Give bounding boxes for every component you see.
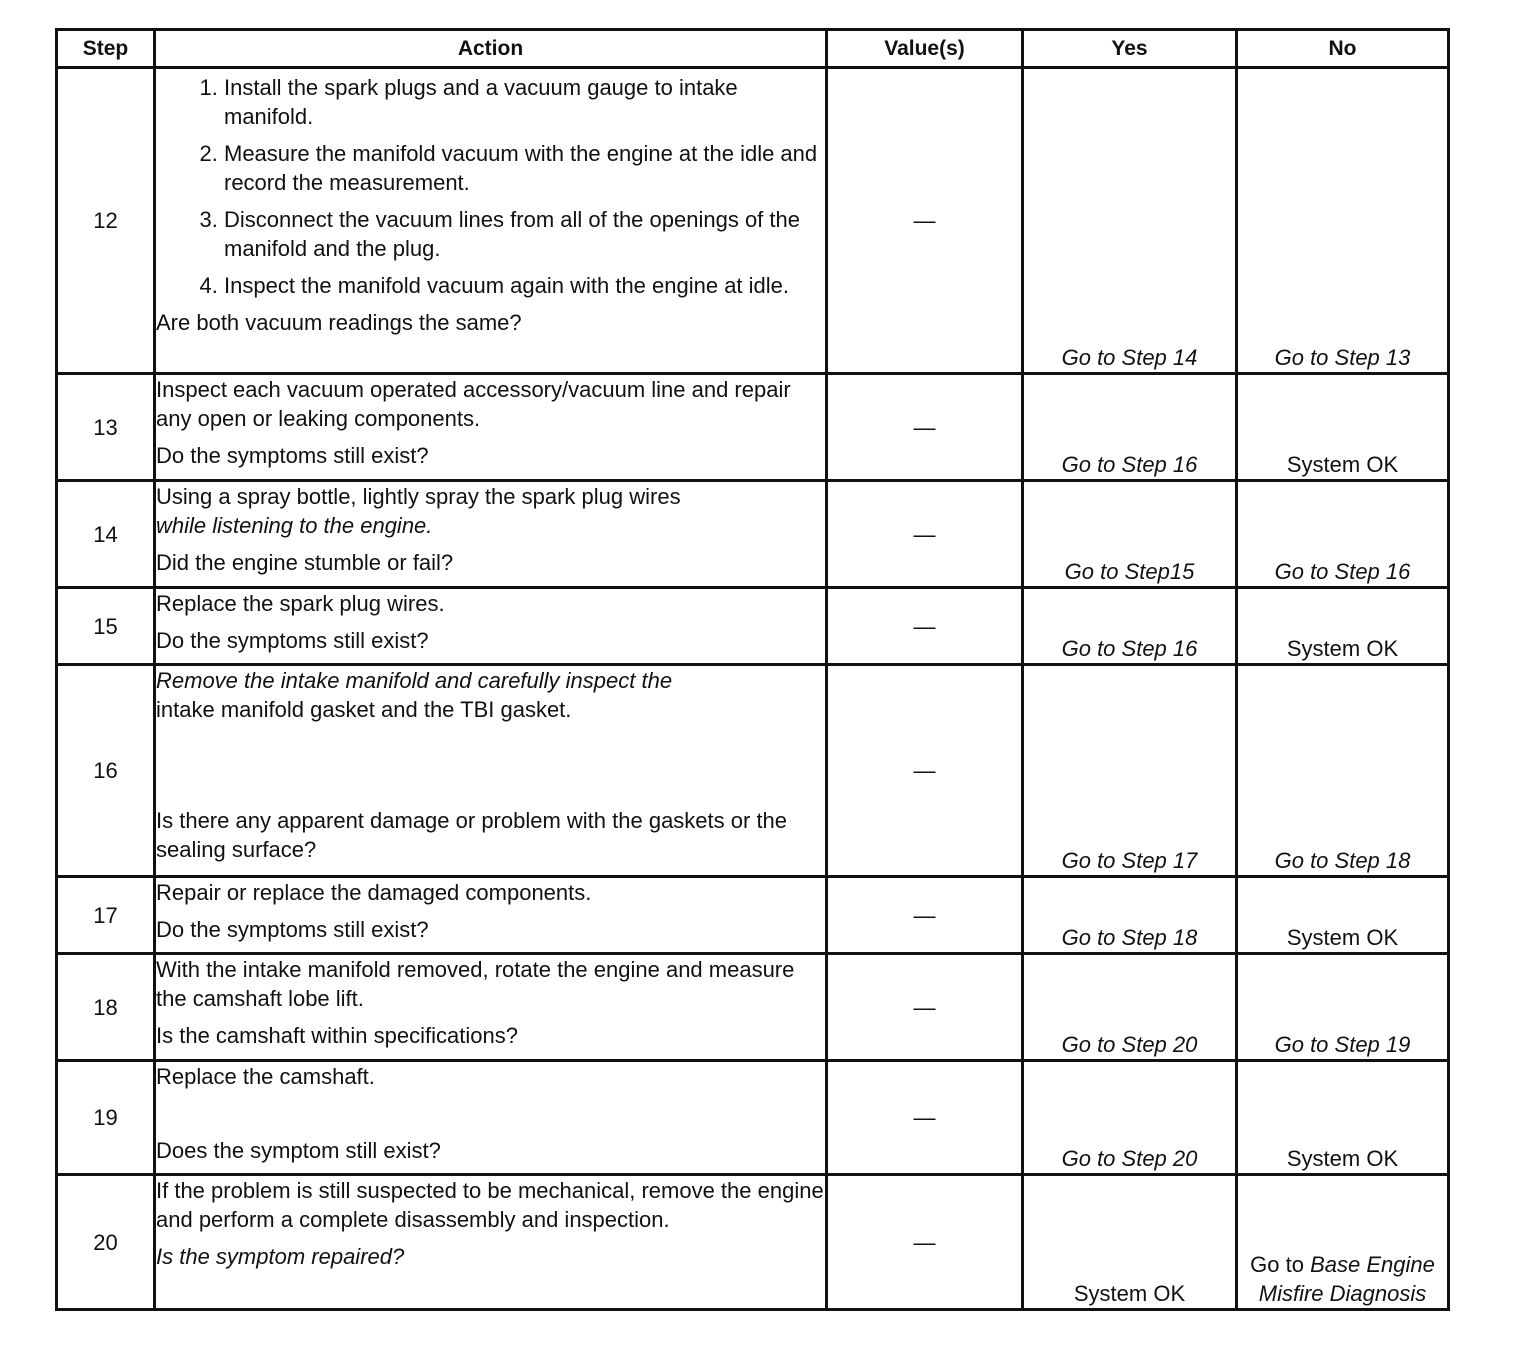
header-values: Value(s): [827, 30, 1023, 68]
table-row: [57, 665, 1449, 877]
no-cell-prefix: Go to: [1250, 1252, 1304, 1277]
yes-cell: Go to Step15: [1023, 481, 1237, 588]
action-text: intake manifold gasket and the TBI gasket.: [156, 697, 572, 722]
action-text: If the problem is still suspected to be mechanical, remove the engine and perform a complete disassembly and inspection.: [156, 1178, 824, 1232]
action-question: Are both vacuum readings the same?: [156, 310, 522, 335]
action-question: Did the engine stumble or fail?: [156, 550, 454, 575]
value-cell: —: [827, 1175, 1023, 1310]
step-number: 17: [57, 877, 155, 954]
action-cell: [155, 877, 827, 954]
no-cell: System OK: [1237, 374, 1449, 481]
action-cell: [155, 481, 827, 588]
yes-cell: Go to Step 16: [1023, 374, 1237, 481]
action-text: Replace the spark plug wires.: [156, 591, 445, 616]
no-cell: System OK: [1237, 1061, 1449, 1175]
no-cell: Go to Step 16: [1237, 481, 1449, 588]
step-number: 18: [57, 954, 155, 1061]
action-cell: [155, 1061, 827, 1175]
action-cell: [155, 954, 827, 1061]
spacer: [156, 724, 825, 806]
header-yes: Yes: [1023, 30, 1237, 68]
action-question: Do the symptoms still exist?: [156, 917, 429, 942]
action-question: Do the symptoms still exist?: [156, 443, 429, 468]
table-row: [57, 954, 1449, 1061]
yes-cell: Go to Step 16: [1023, 588, 1237, 665]
value-cell: —: [827, 877, 1023, 954]
table-row: [57, 877, 1449, 954]
spacer: [156, 1091, 825, 1136]
no-cell-link-text: Base Engine Misfire Diagnosis: [1258, 1252, 1435, 1306]
action-question: Is the camshaft within specifications?: [156, 1023, 518, 1048]
action-text: Repair or replace the damaged components.: [156, 880, 592, 905]
value-cell: —: [827, 374, 1023, 481]
action-cell: [155, 1175, 827, 1310]
action-question: Do the symptoms still exist?: [156, 628, 429, 653]
action-question: Does the symptom still exist?: [156, 1138, 441, 1163]
table-row: [57, 68, 1449, 374]
action-cell: [155, 374, 827, 481]
value-cell: —: [827, 954, 1023, 1061]
list-item: 1. Install the spark plugs and a vacuum gauge to intake manifold.: [224, 73, 825, 131]
header-no: No: [1237, 30, 1449, 68]
action-text: Inspect each vacuum operated accessory/vacuum line and repair any open or leaking components.: [156, 377, 791, 431]
table-row: [57, 481, 1449, 588]
table-row: [57, 1061, 1449, 1175]
step-number: 12: [57, 68, 155, 374]
yes-cell: Go to Step 18: [1023, 877, 1237, 954]
step-number: 16: [57, 665, 155, 877]
action-text: Replace the camshaft.: [156, 1064, 375, 1089]
action-text: Using a spray bottle, lightly spray the spark plug wires: [156, 484, 681, 509]
step-number: 15: [57, 588, 155, 665]
value-cell: —: [827, 481, 1023, 588]
step-number: 14: [57, 481, 155, 588]
yes-cell: Go to Step 14: [1023, 68, 1237, 374]
list-item: 4. Inspect the manifold vacuum again with the engine at idle.: [224, 271, 825, 300]
header-row: [57, 30, 1449, 68]
action-text-italic: while listening to the engine.: [156, 513, 433, 538]
list-item: 2. Measure the manifold vacuum with the engine at the idle and record the measurement.: [224, 139, 825, 197]
action-cell: [155, 665, 827, 877]
no-cell: System OK: [1237, 877, 1449, 954]
action-cell: [155, 68, 827, 374]
no-cell: Go to Step 19: [1237, 954, 1449, 1061]
value-cell: —: [827, 665, 1023, 877]
header-step: Step: [57, 30, 155, 68]
action-text-italic: Remove the intake manifold and carefully inspect the: [156, 668, 673, 693]
no-cell: System OK: [1237, 588, 1449, 665]
table-row: [57, 1175, 1449, 1310]
no-cell: Go to Step 13: [1237, 68, 1449, 374]
action-steps-list: [156, 73, 825, 300]
header-action: Action: [155, 30, 827, 68]
list-item: 3. Disconnect the vacuum lines from all of the openings of the manifold and the plug.: [224, 205, 825, 263]
table-row: [57, 374, 1449, 481]
step-number: 20: [57, 1175, 155, 1310]
value-cell: —: [827, 588, 1023, 665]
value-cell: —: [827, 1061, 1023, 1175]
yes-cell: Go to Step 20: [1023, 1061, 1237, 1175]
no-cell: [1237, 1175, 1449, 1310]
action-cell: [155, 588, 827, 665]
action-question: Is there any apparent damage or problem with the gaskets or the sealing surface?: [156, 808, 788, 862]
action-text: With the intake manifold removed, rotate the engine and measure the camshaft lobe lift.: [156, 957, 795, 1011]
step-number: 13: [57, 374, 155, 481]
yes-cell: Go to Step 20: [1023, 954, 1237, 1061]
table-row: [57, 588, 1449, 665]
yes-cell: Go to Step 17: [1023, 665, 1237, 877]
diagnostic-table: [55, 28, 1450, 1311]
action-question: Is the symptom repaired?: [156, 1244, 405, 1269]
step-number: 19: [57, 1061, 155, 1175]
value-cell: —: [827, 68, 1023, 374]
no-cell: Go to Step 18: [1237, 665, 1449, 877]
yes-cell: System OK: [1023, 1175, 1237, 1310]
